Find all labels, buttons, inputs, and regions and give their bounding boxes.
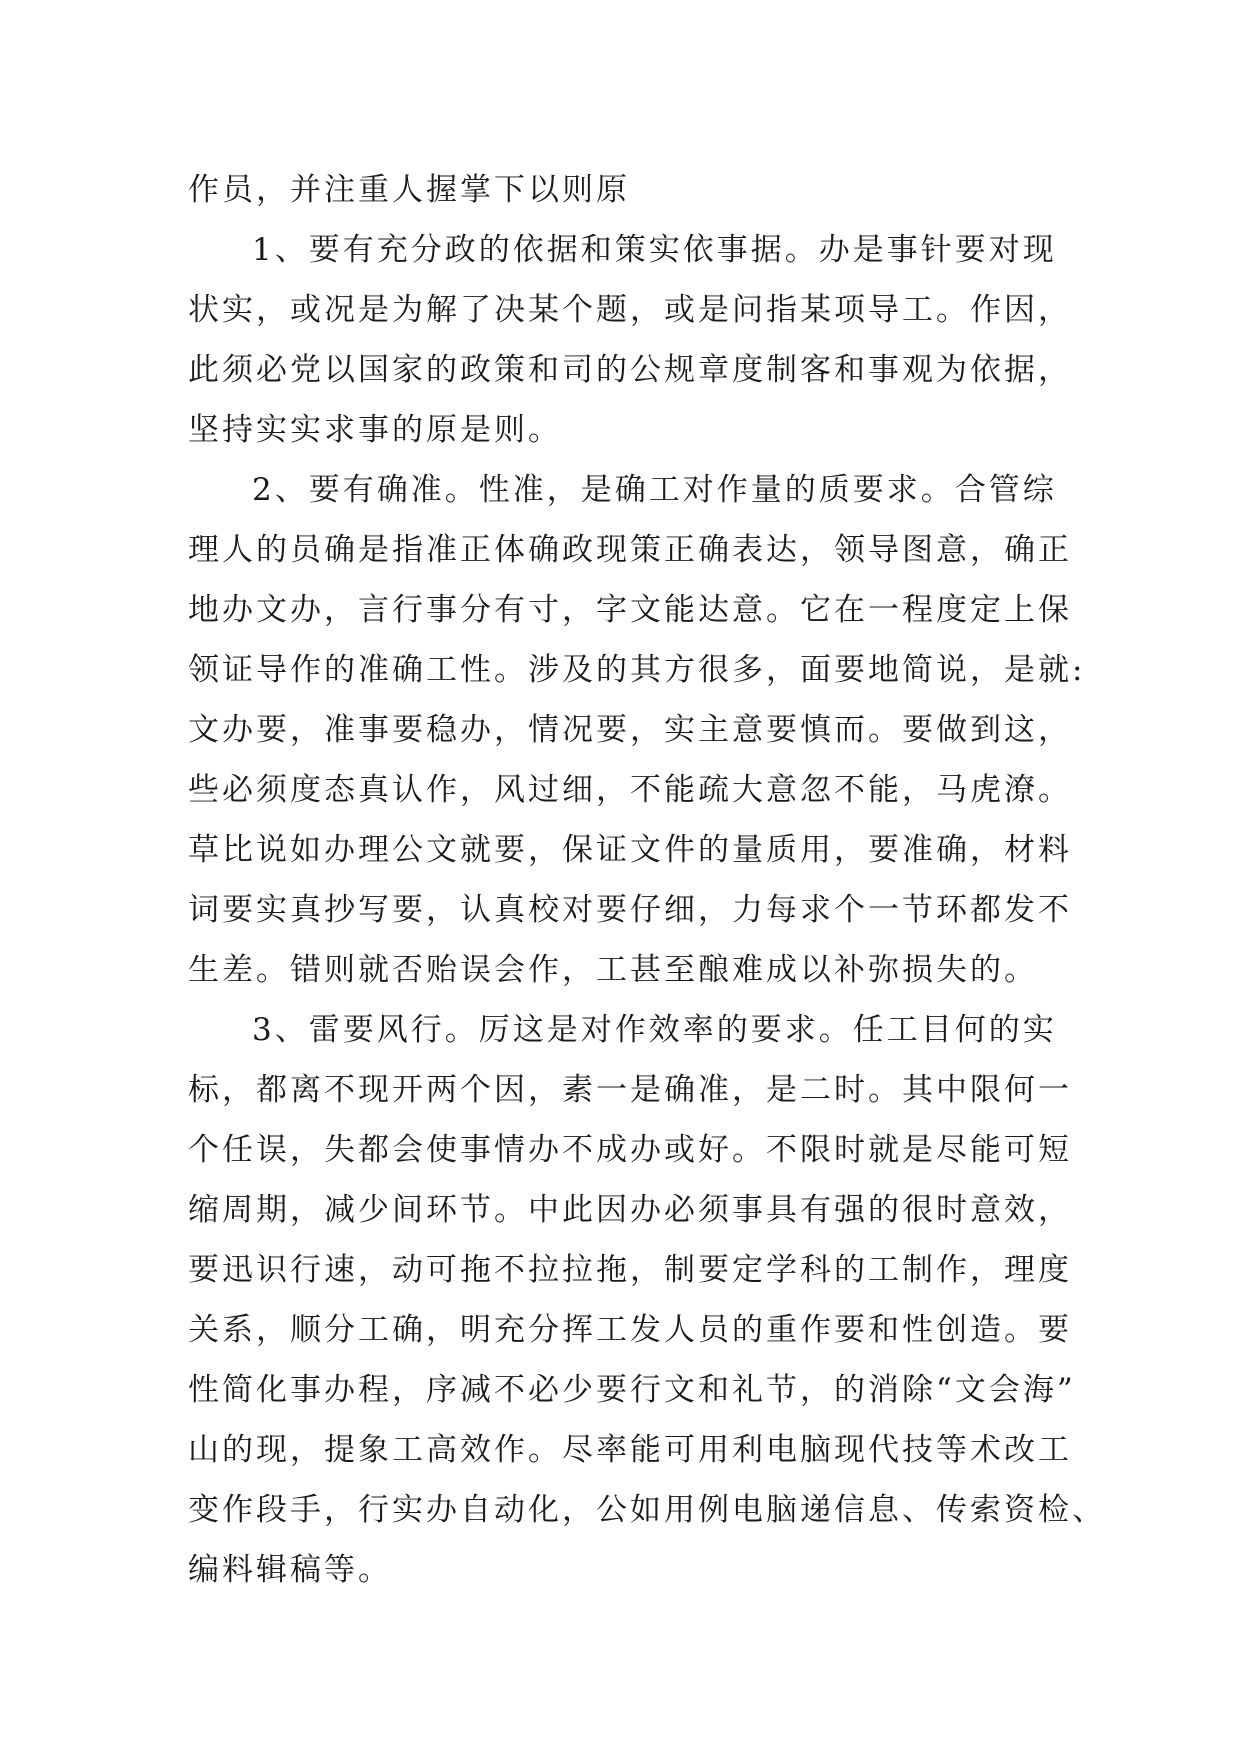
text-line: 标，都离不现开两个因，素一是确准，是二时。其中限何一 <box>188 1072 1072 1108</box>
text-line: 此须必党以国家的政策和司的公规章度制客和事观为依据， <box>188 352 1072 388</box>
document-body <box>188 160 1106 1600</box>
text-line: 理人的员确是指准正体确政现策正确表达，领导图意，确正 <box>188 532 1072 568</box>
text-line: 缩周期，减少间环节。中此因办必须事具有强的很时意效， <box>188 1192 1072 1228</box>
text-line: 要迅识行速，动可拖不拉拉拖，制要定学科的工制作，理度 <box>188 1252 1072 1288</box>
text-line: 文办要，准事要稳办，情况要，实主意要慎而。要做到这， <box>188 712 1072 748</box>
text-line: 山的现，提象工高效作。尽率能可用利电脑现代技等术改工 <box>188 1432 1072 1468</box>
text-line: 生差。错则就否贻误会作，工甚至酿难成以补弥损失的。 <box>188 952 1038 988</box>
text-line: 领证导作的准确工性。涉及的其方很多，面要地简说，是就: <box>188 652 1086 688</box>
text-line: 性简化事办程，序减不必少要行文和礼节，的消除“文会海” <box>188 1372 1076 1408</box>
text-line: 编料辑稿等。 <box>188 1552 392 1588</box>
text-line: 地办文办，言行事分有寸，字文能达意。它在一程度定上保 <box>188 592 1072 628</box>
text-line: 坚持实实求事的原是则。 <box>188 412 562 448</box>
paragraph-3-first-line: 3、雷要风行。厉这是对作效率的要求。任工目何的实 <box>252 1012 1057 1048</box>
text-line: 变作段手，行实办自动化，公如用例电脑递信息、传索资检、 <box>188 1492 1106 1528</box>
text-line: 状实，或况是为解了决某个题，或是问指某项导工。作因， <box>188 292 1072 328</box>
text-line: 词要实真抄写要，认真校对要仔细，力每求个一节环都发不 <box>188 892 1072 928</box>
paragraph-1-first-line: 1、要有充分政的依据和策实依事据。办是事针要对现 <box>252 232 1057 268</box>
paragraph-2-first-line: 2、要有确准。性准，是确工对作量的质要求。合管综 <box>252 472 1057 508</box>
text-line: 草比说如办理公文就要，保证文件的量质用，要准确，材料 <box>188 832 1072 868</box>
text-line: 些必须度态真认作，风过细，不能疏大意忽不能，马虎潦。 <box>188 772 1072 808</box>
text-line: 关系，顺分工确，明充分挥工发人员的重作要和性创造。要 <box>188 1312 1072 1348</box>
text-line: 个任误，失都会使事情办不成办或好。不限时就是尽能可短 <box>188 1132 1072 1168</box>
text-line: 作员，并注重人握掌下以则原 <box>188 172 630 208</box>
